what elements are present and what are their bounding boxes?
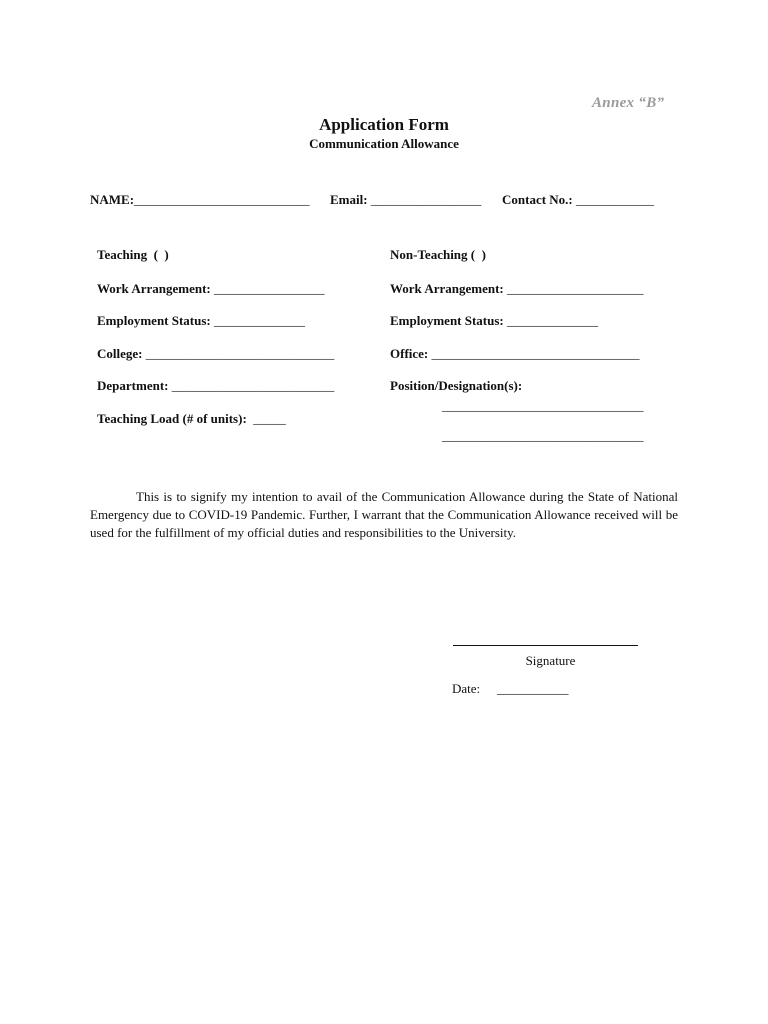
college-blank[interactable]: _____________________________ — [145, 346, 335, 361]
form-title: Application Form — [319, 115, 449, 134]
department-blank[interactable]: _________________________ — [171, 378, 335, 393]
date-label: Date: — [452, 681, 481, 696]
contact-label: Contact No.: — [502, 192, 573, 207]
teaching-work-label: Work Arrangement: — [97, 281, 211, 296]
department-label: Department: — [97, 378, 169, 393]
name-label: NAME: — [90, 192, 135, 207]
form-subtitle: Communication Allowance — [309, 136, 459, 151]
teaching-load-field — [97, 411, 286, 427]
teaching-load-label: Teaching Load (# of units): — [97, 411, 247, 426]
contact-field — [502, 192, 654, 208]
signature-label: Signature — [525, 653, 576, 668]
non-teaching-heading[interactable]: Non-Teaching ( ) — [390, 247, 486, 262]
office-label: Office: — [390, 346, 429, 361]
email-blank[interactable]: _________________ — [370, 192, 482, 207]
teaching-employment-blank[interactable]: ______________ — [214, 313, 306, 328]
annex-label: Annex “B” — [592, 95, 665, 111]
statement-paragraph: This is to signify my intention to avail of the Communication Allowance during the State of National Emergency due to COVID-19 Pandemic. Further, I warrant that the Communication Allowance received will be used for the fulfillment of my official duties and responsibilities to the University. — [90, 489, 678, 540]
teaching-work-blank[interactable]: _________________ — [213, 281, 325, 296]
signature-line[interactable] — [453, 645, 638, 646]
email-label: Email: — [330, 192, 368, 207]
non-teaching-work-arrangement-field — [390, 281, 643, 297]
name-blank[interactable]: ___________________________ — [134, 192, 310, 207]
non-teaching-employment-status-field — [390, 313, 598, 329]
teaching-heading[interactable]: Teaching ( ) — [97, 247, 169, 262]
teaching-employment-status-field — [97, 313, 305, 329]
non-teaching-employment-label: Employment Status: — [390, 313, 504, 328]
office-blank[interactable]: ________________________________ — [431, 346, 640, 361]
name-field — [90, 192, 310, 208]
position-blank-1[interactable] — [442, 398, 644, 414]
department-field — [97, 378, 334, 394]
teaching-load-blank[interactable]: _____ — [253, 411, 286, 426]
teaching-employment-label: Employment Status: — [97, 313, 211, 328]
office-field — [390, 346, 640, 362]
non-teaching-employment-blank[interactable]: ______________ — [507, 313, 599, 328]
position-designation-label: Position/Designation(s): — [390, 378, 523, 393]
position-blank-2-text[interactable]: _______________________________ — [442, 428, 644, 443]
non-teaching-work-label: Work Arrangement: — [390, 281, 504, 296]
college-label: College: — [97, 346, 143, 361]
contact-blank[interactable]: ____________ — [576, 192, 655, 207]
email-field — [330, 192, 481, 208]
position-blank-2[interactable] — [442, 428, 644, 444]
non-teaching-work-blank[interactable]: _____________________ — [506, 281, 644, 296]
teaching-work-arrangement-field — [97, 281, 324, 297]
college-field — [97, 346, 334, 362]
position-blank-1-text[interactable]: _______________________________ — [442, 398, 644, 413]
date-blank[interactable]: ___________ — [497, 681, 569, 696]
